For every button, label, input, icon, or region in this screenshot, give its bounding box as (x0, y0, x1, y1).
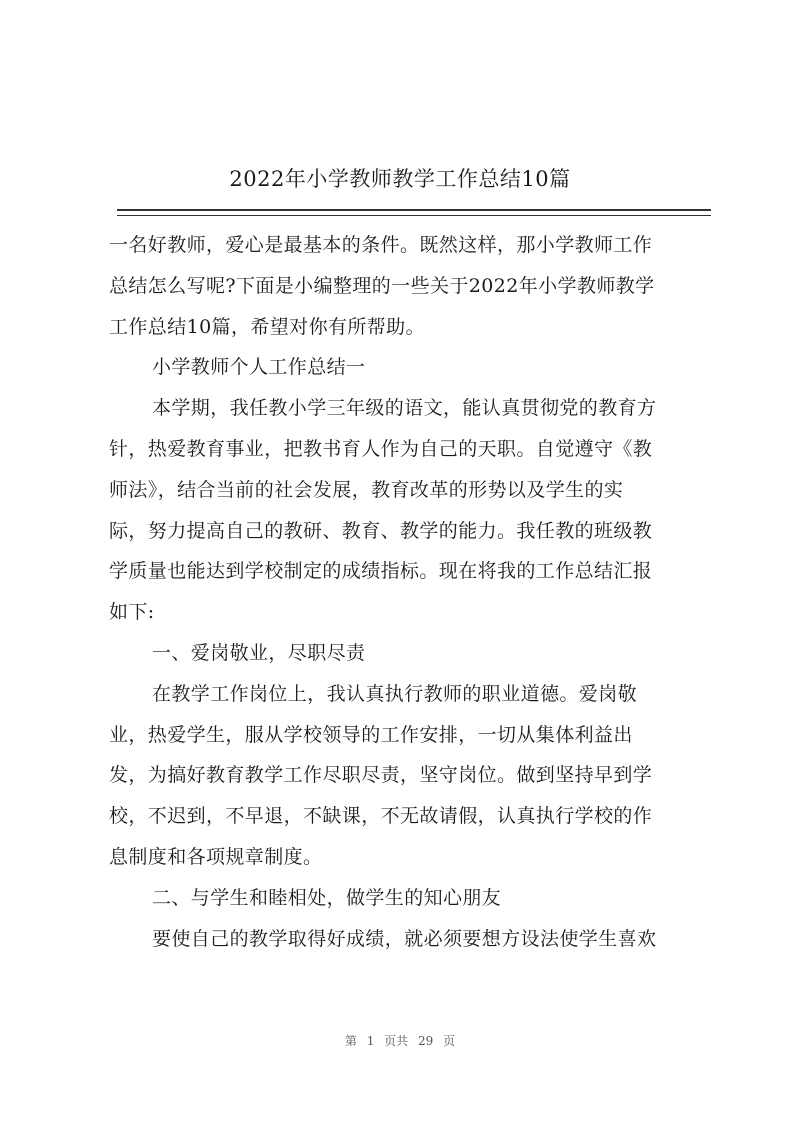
body-line: 针，热爱教育事业，把教书育人作为自己的天职。自觉遵守《教 (109, 437, 653, 460)
subsection-heading: 二、与学生和睦相处，做学生的知心朋友 (152, 886, 502, 909)
body-line: 发，为搞好教育教学工作尽职尽责，坚守岗位。做到坚持早到学 (109, 764, 653, 787)
footer-page-number: 1 (366, 1034, 375, 1048)
footer-total-pages: 29 (418, 1034, 434, 1048)
title-divider-thin (117, 215, 711, 216)
body-line: 息制度和各项规章制度。 (109, 845, 323, 868)
footer-prefix: 第 (344, 1034, 357, 1048)
body-line: 师法》，结合当前的社会发展，教育改革的形势以及学生的实 (109, 478, 624, 501)
paragraph-first-line: 在教学工作岗位上，我认真执行教师的职业道德。爱岗敬 (152, 682, 638, 705)
subsection-heading: 一、爱岗敬业，尽职尽责 (152, 641, 366, 664)
body-line: 校，不迟到，不早退，不缺课，不无故请假，认真执行学校的作 (109, 805, 653, 828)
body-line: 学质量也能达到学校制定的成绩指标。现在将我的工作总结汇报 (109, 560, 653, 583)
title-divider-thick (117, 209, 711, 211)
footer-suffix: 页 (443, 1034, 456, 1048)
body-line: 如下: (109, 601, 155, 624)
paragraph-first-line: 本学期，我任教小学三年级的语文，能认真贯彻党的教育方 (152, 397, 657, 420)
body-line: 业，热爱学生，服从学校领导的工作安排，一切从集体利益出 (109, 723, 633, 746)
body-line: 一名好教师，爱心是最基本的条件。既然这样，那小学教师工作 (109, 234, 653, 256)
body-line: 工作总结10篇，希望对你有所帮助。 (109, 315, 425, 338)
section-heading: 小学教师个人工作总结一 (152, 356, 366, 379)
document-title: 2022年小学教师教学工作总结10篇 (229, 167, 571, 191)
page-footer (0, 1032, 800, 1050)
paragraph-first-line: 要使自己的教学取得好成绩，就必须要想方设法使学生喜欢 (152, 927, 657, 950)
body-line: 总结怎么写呢?下面是小编整理的一些关于2022年小学教师教学 (109, 274, 655, 297)
body-line: 际，努力提高自己的教研、教育、教学的能力。我任教的班级教 (109, 519, 653, 542)
footer-middle: 页共 (384, 1034, 409, 1048)
document-body (109, 225, 709, 959)
